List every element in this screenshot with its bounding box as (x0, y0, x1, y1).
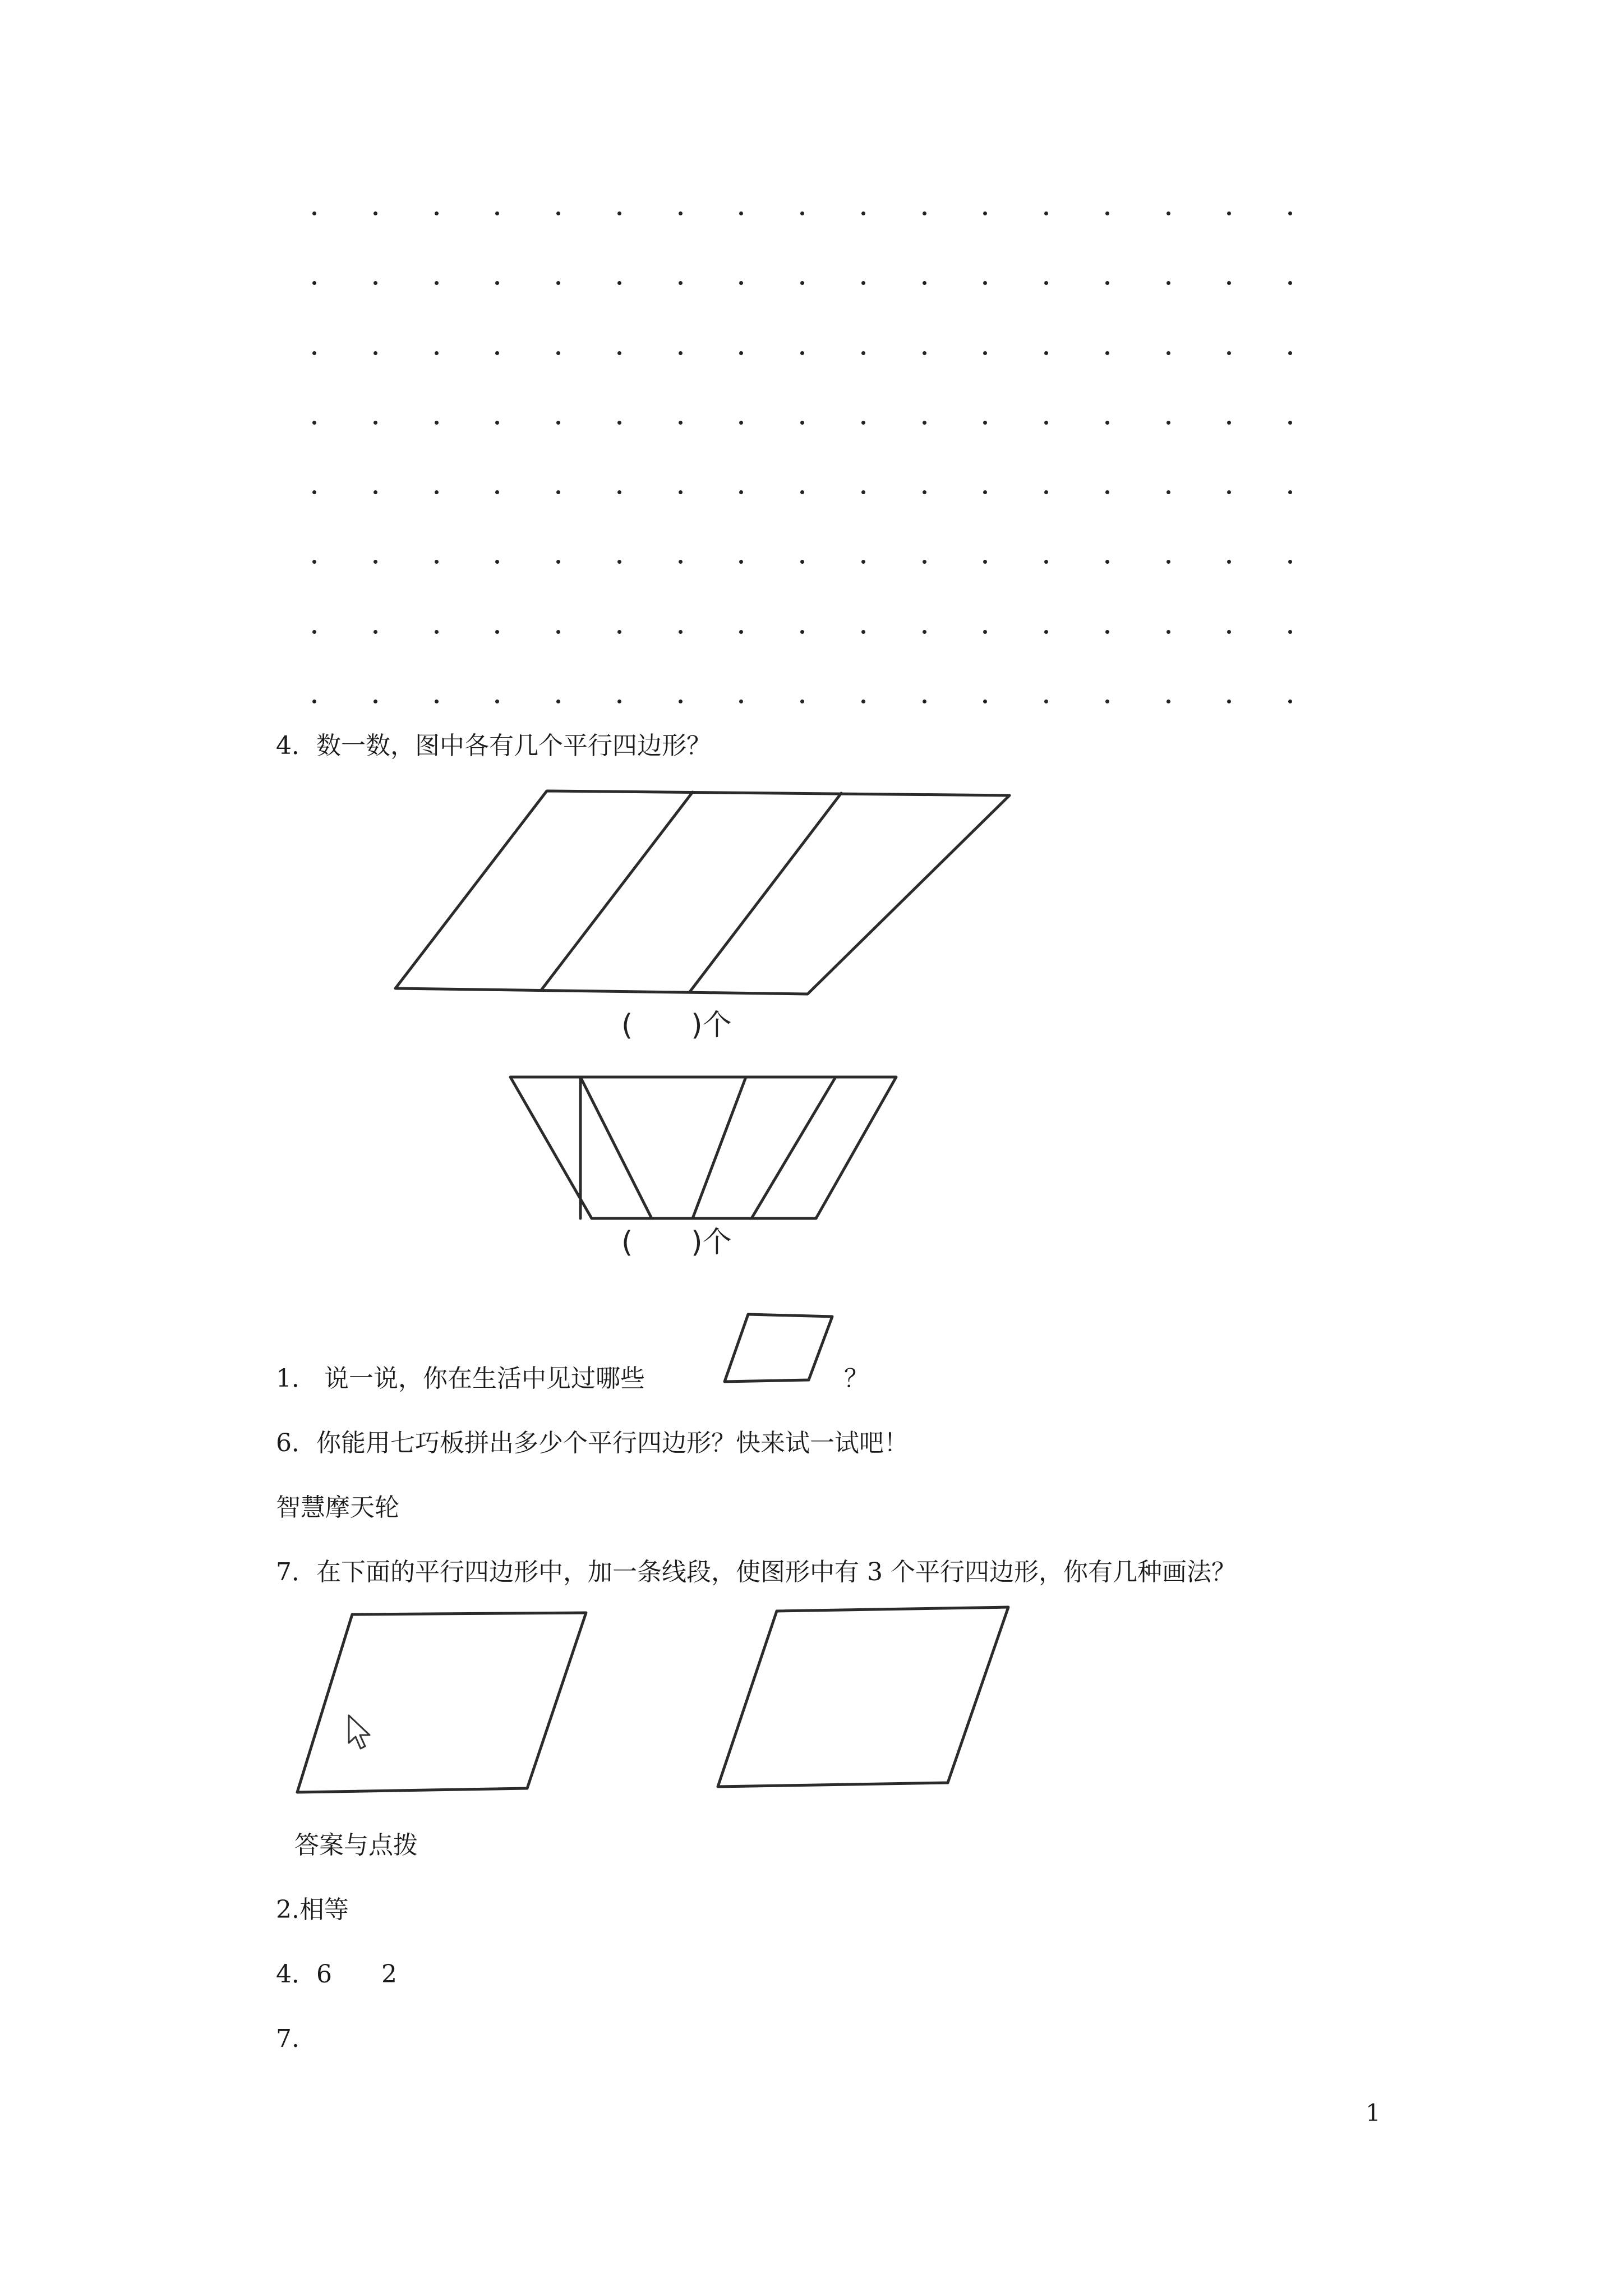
grid-dot (435, 211, 439, 215)
grid-dot (1044, 211, 1048, 215)
grid-dot (556, 630, 560, 634)
question-1-text: 1． 说一说，你在生活中见过哪些 (276, 1364, 645, 1393)
grid-dot (435, 351, 439, 355)
q4-fig1-answer-blank: ( )个 (621, 1009, 732, 1042)
grid-dot (1227, 630, 1231, 634)
grid-dot (1227, 560, 1231, 564)
grid-dot (1044, 490, 1048, 494)
grid-dot (312, 281, 316, 285)
grid-dot (1105, 421, 1109, 425)
grid-dot (739, 490, 743, 494)
grid-dot (923, 560, 926, 564)
grid-dot (1166, 281, 1170, 285)
grid-dot (1044, 351, 1048, 355)
grid-dot (1105, 630, 1109, 634)
grid-dot (861, 630, 865, 634)
grid-dot (1227, 351, 1231, 355)
grid-dot (923, 351, 926, 355)
grid-dot (374, 490, 377, 494)
grid-dot (679, 560, 683, 564)
grid-dot (435, 421, 439, 425)
grid-dot (495, 351, 499, 355)
grid-dot (1044, 281, 1048, 285)
grid-dot (1288, 490, 1292, 494)
grid-dot (679, 630, 683, 634)
grid-dot (1166, 560, 1170, 564)
grid-dot (1105, 700, 1109, 703)
dot-grid (314, 213, 1290, 701)
grid-dot (435, 700, 439, 703)
page-number: 1 (1366, 2099, 1381, 2127)
divider-line-1 (541, 792, 693, 990)
grid-dot (495, 490, 499, 494)
parallelogram-outline (395, 791, 1009, 994)
grid-dot (861, 281, 865, 285)
grid-dot (923, 490, 926, 494)
grid-dot (374, 700, 377, 703)
grid-dot (861, 700, 865, 703)
grid-dot (679, 351, 683, 355)
grid-dot (800, 351, 804, 355)
diagonal-line-2 (693, 1077, 746, 1218)
grid-dot (556, 490, 560, 494)
grid-dot (556, 700, 560, 703)
grid-dot (312, 560, 316, 564)
parallelogram-shape (297, 1613, 586, 1792)
question-6: 6．你能用七巧板拼出多少个平行四边形？快来试一试吧！ (276, 1429, 909, 1457)
grid-dot (1166, 490, 1170, 494)
grid-dot (556, 211, 560, 215)
grid-dot (1105, 211, 1109, 215)
grid-dot (312, 351, 316, 355)
grid-dot (374, 211, 377, 215)
grid-dot (617, 630, 621, 634)
grid-dot (374, 630, 377, 634)
grid-dot (1288, 281, 1292, 285)
grid-dot (679, 211, 683, 215)
grid-dot (617, 351, 621, 355)
grid-dot (1105, 351, 1109, 355)
grid-dot (739, 281, 743, 285)
q4-fig2-answer-blank: ( )个 (621, 1226, 732, 1259)
grid-dot (739, 421, 743, 425)
grid-dot (983, 281, 987, 285)
grid-dot (435, 490, 439, 494)
grid-dot (1105, 281, 1109, 285)
grid-dot (1044, 700, 1048, 703)
grid-dot (556, 351, 560, 355)
grid-dot (374, 351, 377, 355)
grid-dot (861, 351, 865, 355)
parallelogram-shape (725, 1314, 832, 1382)
grid-dot (617, 560, 621, 564)
grid-dot (800, 560, 804, 564)
grid-dot (374, 560, 377, 564)
grid-dot (1044, 630, 1048, 634)
grid-dot (435, 630, 439, 634)
q4-figure-1 (393, 785, 1009, 999)
grid-dot (739, 700, 743, 703)
grid-dot (1105, 560, 1109, 564)
grid-dot (617, 490, 621, 494)
grid-dot (679, 700, 683, 703)
grid-dot (923, 700, 926, 703)
grid-dot (1166, 700, 1170, 703)
q4-figure-2 (505, 1071, 897, 1223)
divider-line-2 (690, 793, 841, 992)
grid-dot (983, 490, 987, 494)
grid-dot (556, 560, 560, 564)
grid-dot (312, 421, 316, 425)
grid-dot (800, 421, 804, 425)
grid-dot (556, 281, 560, 285)
diagonal-line-3 (751, 1077, 836, 1218)
diagonal-line-1 (580, 1077, 652, 1218)
grid-dot (556, 421, 560, 425)
grid-dot (800, 630, 804, 634)
grid-dot (983, 211, 987, 215)
grid-dot (495, 281, 499, 285)
grid-dot (923, 421, 926, 425)
grid-dot (861, 211, 865, 215)
parallelogram-shape (718, 1607, 1008, 1787)
grid-dot (1227, 281, 1231, 285)
grid-dot (923, 211, 926, 215)
answers-title: 答案与点拨 (294, 1831, 418, 1860)
grid-dot (1044, 560, 1048, 564)
section-title: 智慧摩天轮 (276, 1493, 399, 1522)
grid-dot (495, 211, 499, 215)
grid-dot (435, 560, 439, 564)
question-7: 7．在下面的平行四边形中，加一条线段，使图形中有 3 个平行四边形，你有几种画法？ (276, 1558, 1236, 1586)
grid-dot (495, 560, 499, 564)
grid-dot (861, 421, 865, 425)
grid-dot (800, 211, 804, 215)
grid-dot (861, 490, 865, 494)
grid-dot (739, 630, 743, 634)
grid-dot (1288, 700, 1292, 703)
grid-dot (617, 211, 621, 215)
q7-parallelogram-left (292, 1610, 594, 1801)
inline-parallelogram-figure (708, 1310, 842, 1388)
grid-dot (374, 421, 377, 425)
question-4: 4．数一数，图中各有几个平行四边形？ (276, 731, 711, 760)
grid-dot (983, 421, 987, 425)
grid-dot (800, 700, 804, 703)
grid-dot (679, 421, 683, 425)
grid-dot (1288, 211, 1292, 215)
grid-dot (312, 630, 316, 634)
grid-dot (739, 351, 743, 355)
grid-dot (739, 560, 743, 564)
answer-4: 4．6 2 (276, 1960, 397, 1989)
grid-dot (983, 700, 987, 703)
grid-dot (617, 421, 621, 425)
grid-dot (312, 490, 316, 494)
grid-dot (495, 630, 499, 634)
grid-dot (1227, 421, 1231, 425)
answer-7: 7. (276, 2024, 299, 2053)
grid-dot (374, 281, 377, 285)
grid-dot (739, 211, 743, 215)
grid-dot (617, 700, 621, 703)
grid-dot (923, 281, 926, 285)
grid-dot (1288, 560, 1292, 564)
grid-dot (617, 281, 621, 285)
grid-dot (923, 630, 926, 634)
grid-dot (1166, 421, 1170, 425)
grid-dot (1227, 700, 1231, 703)
answer-2: 2.相等 (276, 1895, 349, 1924)
grid-dot (800, 490, 804, 494)
grid-dot (1105, 490, 1109, 494)
grid-dot (1288, 351, 1292, 355)
grid-dot (1227, 211, 1231, 215)
grid-dot (1288, 630, 1292, 634)
grid-dot (312, 211, 316, 215)
question-1-suffix: ？ (844, 1364, 869, 1393)
grid-dot (1227, 490, 1231, 494)
grid-dot (1166, 351, 1170, 355)
mouse-pointer-icon (347, 1714, 375, 1753)
grid-dot (1166, 211, 1170, 215)
grid-dot (983, 630, 987, 634)
grid-dot (435, 281, 439, 285)
grid-dot (1288, 421, 1292, 425)
grid-dot (1044, 421, 1048, 425)
grid-dot (861, 560, 865, 564)
grid-dot (312, 700, 316, 703)
trapezoid-outline (510, 1077, 896, 1218)
grid-dot (1166, 630, 1170, 634)
grid-dot (679, 281, 683, 285)
grid-dot (983, 560, 987, 564)
grid-dot (679, 490, 683, 494)
q7-parallelogram-right (712, 1604, 1015, 1795)
grid-dot (495, 421, 499, 425)
grid-dot (495, 700, 499, 703)
grid-dot (800, 281, 804, 285)
grid-dot (983, 351, 987, 355)
